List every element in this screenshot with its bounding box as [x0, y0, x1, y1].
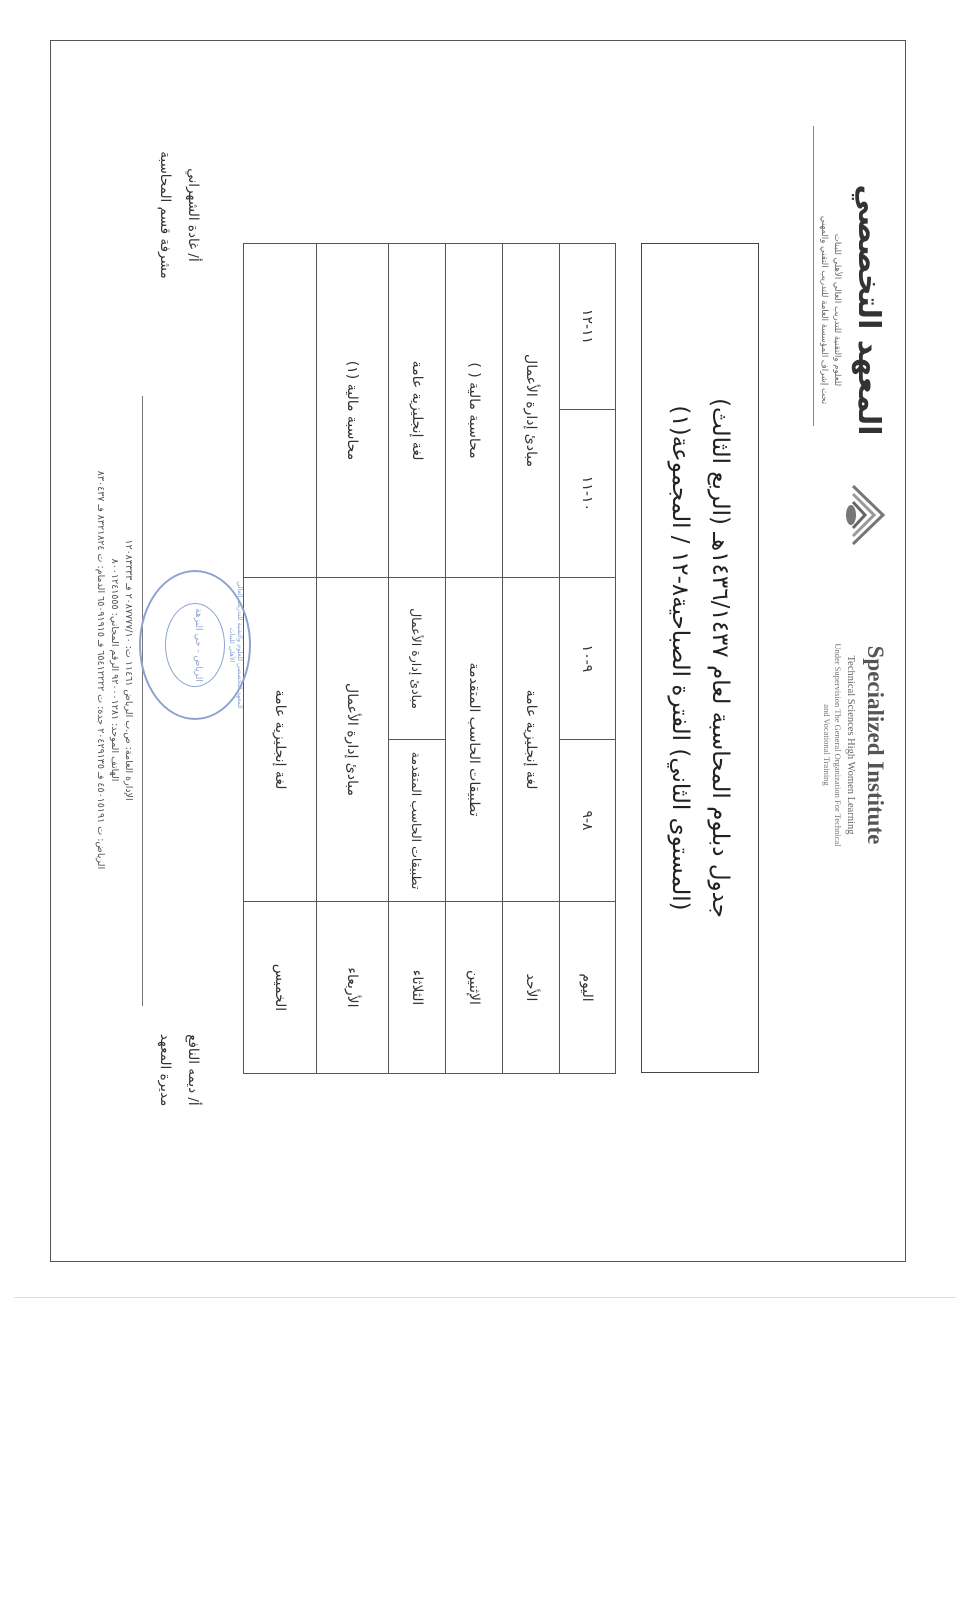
table-row — [389, 244, 446, 1074]
institute-logo-icon — [841, 480, 891, 550]
institute-subtitle-ar-2: تحت إشراف المؤسسة العامة للتدريب التقني والمهني — [819, 215, 829, 405]
schedule-title-box — [641, 243, 759, 1073]
class-cell: لغة إنجليزية عامة — [389, 244, 446, 578]
class-cell — [244, 244, 317, 578]
header-underline — [813, 126, 814, 426]
signature-right-name: أ/ ديمه النافع — [185, 1034, 201, 1106]
rotated-document — [50, 40, 906, 1262]
schedule-title-line2: (المستوى الثاني) الفترة الصباحية٨-١٢ / المجموعة(١) — [667, 405, 693, 911]
class-cell: محاسبة مالية (١) — [317, 244, 389, 578]
stamp-outer-text: المعهد التخصصي للعلوم والتقنية للتدريب العالي الأهلي للبنات — [228, 581, 244, 709]
stamp-inner-text: الرياض - حي النزهة — [193, 608, 203, 682]
institute-subtitle-en-3: and Vocational Training — [822, 704, 832, 786]
day-cell: الثلاثاء — [389, 902, 446, 1074]
footer-line-3: الرياض: ت ٤٥٠١٥١٩١ فـ ٢٠٤٢٩١٣٥ جدة: ت ٦٥٤١٢٢٢٢ فـ ٦٥٠٩١٩١٥ الدمام: ت ٨٣٢١٨٢٤ فـ ٨٣٠٤٣٧ — [95, 470, 106, 870]
table-row — [446, 244, 503, 1074]
institute-name-ar: المعهد التخصصي — [851, 184, 886, 436]
header-slot-3: ١٠-١١ — [560, 410, 616, 578]
class-cell: مبادئ إدارة الأعمال — [503, 244, 560, 578]
scan-edge-line — [14, 1297, 956, 1298]
class-cell: تطبيقات الحاسب المتقدمة — [446, 578, 503, 902]
class-cell: مبادئ إدارة الأعمال — [389, 578, 446, 740]
class-cell: لغة إنجليزية عامة — [503, 578, 560, 902]
header-slot-4: ١١-١٢ — [560, 244, 616, 410]
class-cell: لغة إنجليزية عامة — [244, 578, 317, 902]
header-slot-2: ٩-١٠ — [560, 578, 616, 740]
header-slot-1: ٨-٩ — [560, 740, 616, 902]
table-row — [244, 244, 317, 1074]
institute-subtitle-en-2: Under Supervision The General Organization For Technical — [833, 643, 843, 847]
institute-subtitle-ar-1: للعلوم والتقنية للتدريب العالي الأهلي للبنات — [832, 233, 842, 387]
institute-subtitle-en-1: Technical Sciences High Women Learning — [845, 655, 856, 835]
footer-line-1: الإدارة العامة: ص.ب الرياض ١١٤٦١ ت: ٢٠٨٧٧٧٧/١٠ فـ ١٢٠٨٣٣٣٣ — [123, 539, 134, 801]
table-header-row — [560, 244, 616, 1074]
day-cell: الأحد — [503, 902, 560, 1074]
footer-line-2: الهاتف الموحد: ٩٢٠٠٠١٢٨١ الرقم المجاني: ٨٠٠١٢٤١٥٥٥ — [109, 558, 120, 782]
day-cell: الأربعاء — [317, 902, 389, 1074]
schedule-title-line1: جدول دبلوم المحاسبة لعام ١٤٣٦/١٤٣٧هـ (الربع الثالث) — [707, 398, 733, 918]
signature-line — [142, 396, 143, 1006]
institute-name-en: Specialized Institute — [863, 645, 888, 845]
table-row — [317, 244, 389, 1074]
signature-left-title: مشرفة قسم المحاسبة — [157, 151, 173, 279]
class-cell: محاسبة مالية ( ) — [446, 244, 503, 578]
class-cell: مبادئ إدارة الأعمال — [317, 578, 389, 902]
table-row — [503, 244, 560, 1074]
day-cell: الخميس — [244, 902, 317, 1074]
schedule-table — [243, 243, 616, 1074]
header-day: اليوم — [560, 902, 616, 1074]
signature-left-name: أ/ غادة الشهراني — [185, 168, 201, 262]
day-cell: الإثنين — [446, 902, 503, 1074]
signature-right-title: مديرة المعهد — [157, 1033, 173, 1107]
class-cell: تطبيقات الحاسب المتقدمة — [389, 740, 446, 902]
